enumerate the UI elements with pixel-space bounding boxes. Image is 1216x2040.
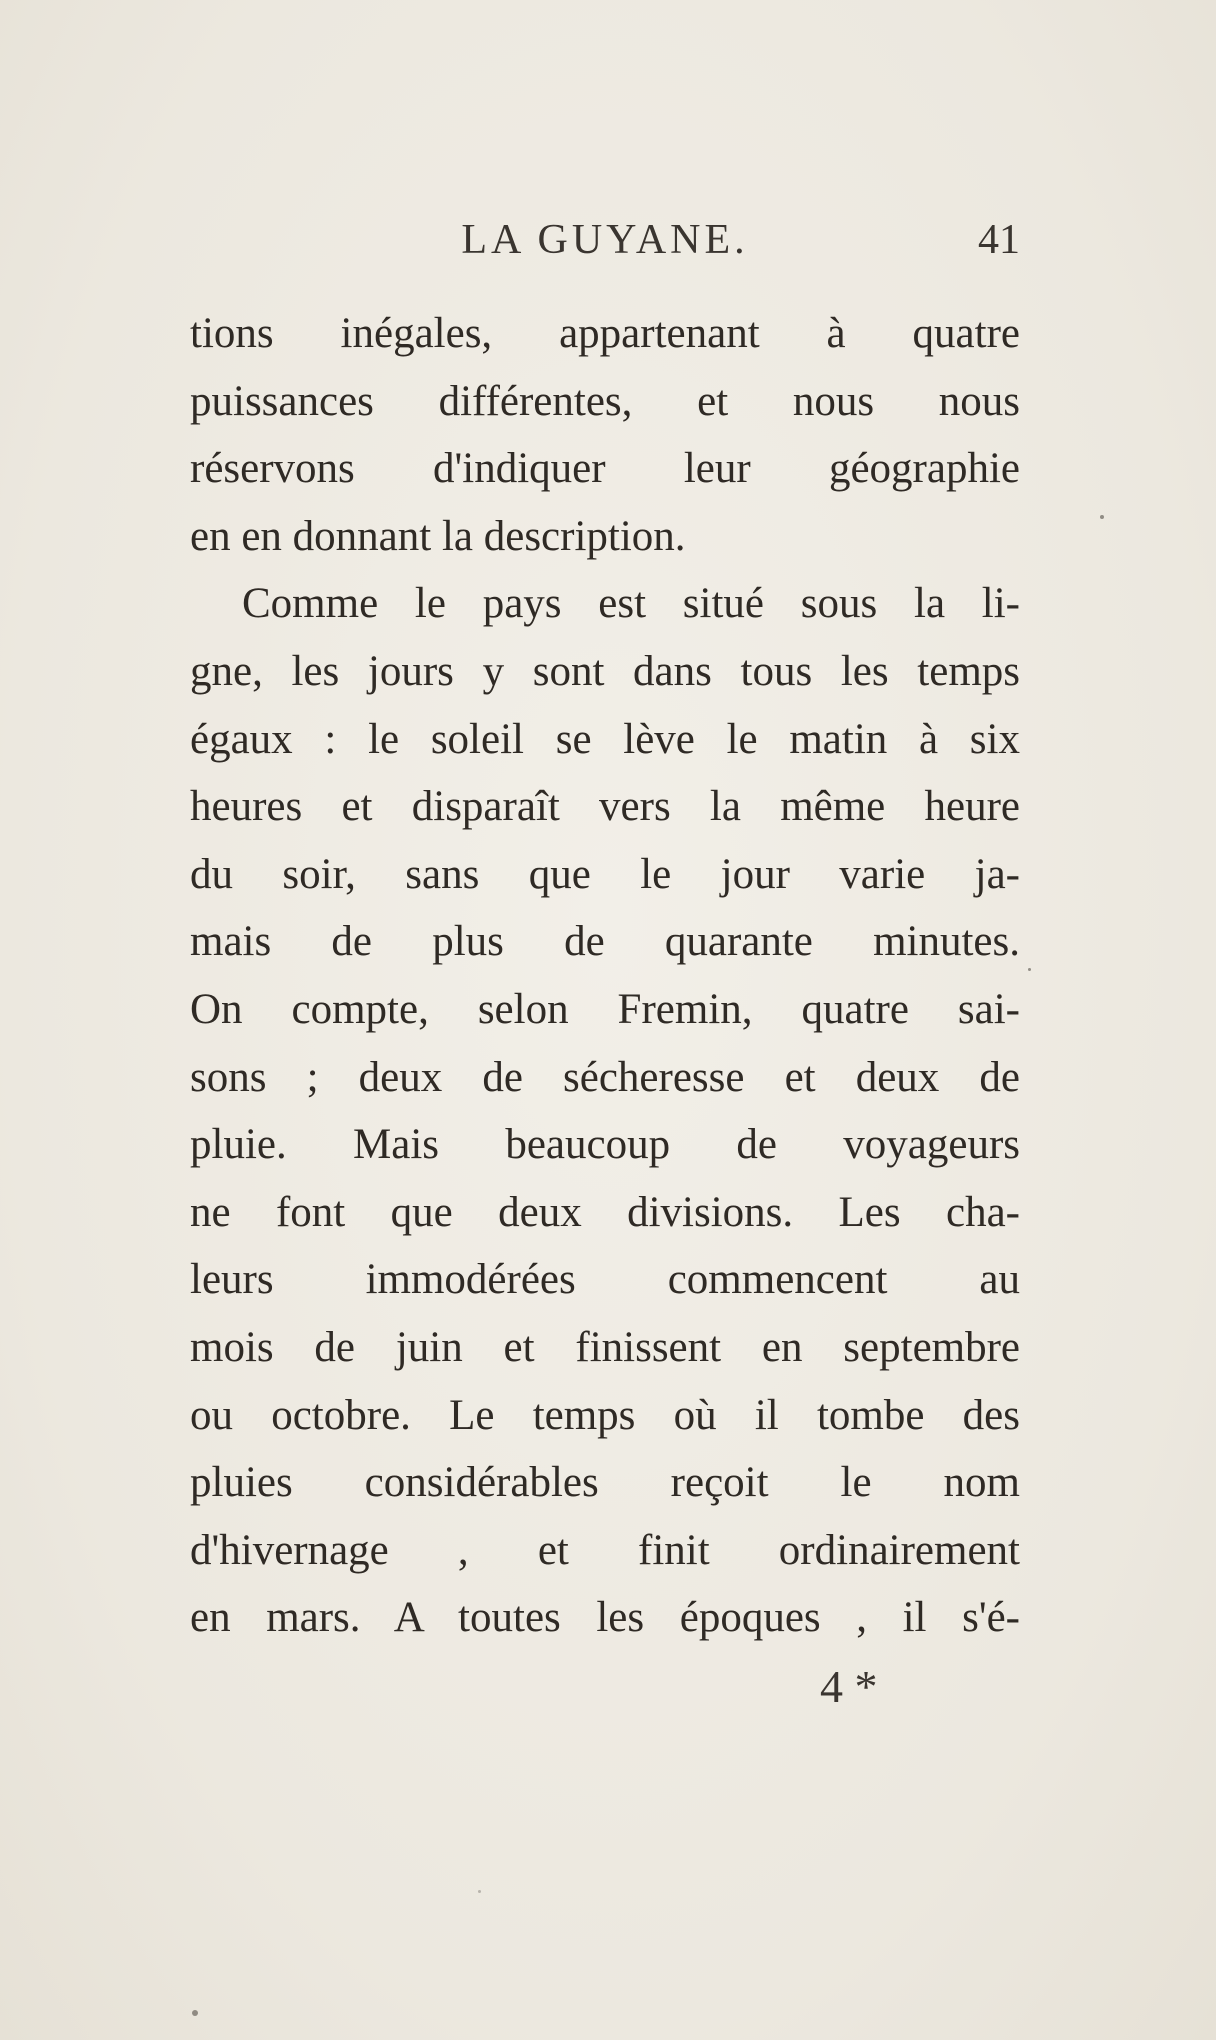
text-line: d'hivernage , et finit ordinairement — [190, 1526, 1020, 1574]
text-line: ou octobre. Le temps où il tombe des — [190, 1391, 1020, 1439]
text-line: égaux : le soleil se lève le matin à six — [190, 715, 1020, 763]
paper-speck — [478, 1890, 481, 1893]
text-line: réservons d'indiquer leur géographie — [190, 445, 1020, 493]
text-line: On compte, selon Fremin, quatre sai- — [190, 985, 1020, 1033]
body-text — [190, 300, 1020, 1652]
paper-speck — [1028, 968, 1031, 971]
text-line: tions inégales, appartenant à quatre — [190, 310, 1020, 357]
paper-speck — [1100, 515, 1104, 519]
paper-speck — [192, 2010, 198, 2016]
text-line: heures et disparaît vers la même heure — [190, 783, 1020, 831]
text-line: sons ; deux de sécheresse et deux de — [190, 1053, 1020, 1101]
page-number: 41 — [978, 217, 1020, 263]
text-line: en en donnant la description. — [190, 512, 686, 560]
text-line: ne font que deux divisions. Les cha- — [190, 1188, 1020, 1236]
text-line: leurs immodérées commencent au — [190, 1256, 1020, 1304]
text-line: Comme le pays est situé sous la li- — [242, 580, 1020, 628]
text-line: du soir, sans que le jour varie ja- — [190, 850, 1020, 898]
text-line: pluie. Mais beaucoup de voyageurs — [190, 1121, 1020, 1169]
text-line: en mars. A toutes les époques , il s'é- — [190, 1594, 1020, 1642]
running-title: LA GUYANE. — [461, 217, 749, 263]
text-line: gne, les jours y sont dans tous les temps — [190, 647, 1020, 695]
text-line: puissances différentes, et nous nous — [190, 377, 1020, 425]
page-header — [190, 216, 1020, 286]
text-line: mois de juin et finissent en septembre — [190, 1323, 1020, 1371]
signature-mark: 4 * — [820, 1661, 878, 1712]
text-line: pluies considérables reçoit le nom — [190, 1459, 1020, 1507]
text-line: mais de plus de quarante minutes. — [190, 918, 1020, 966]
